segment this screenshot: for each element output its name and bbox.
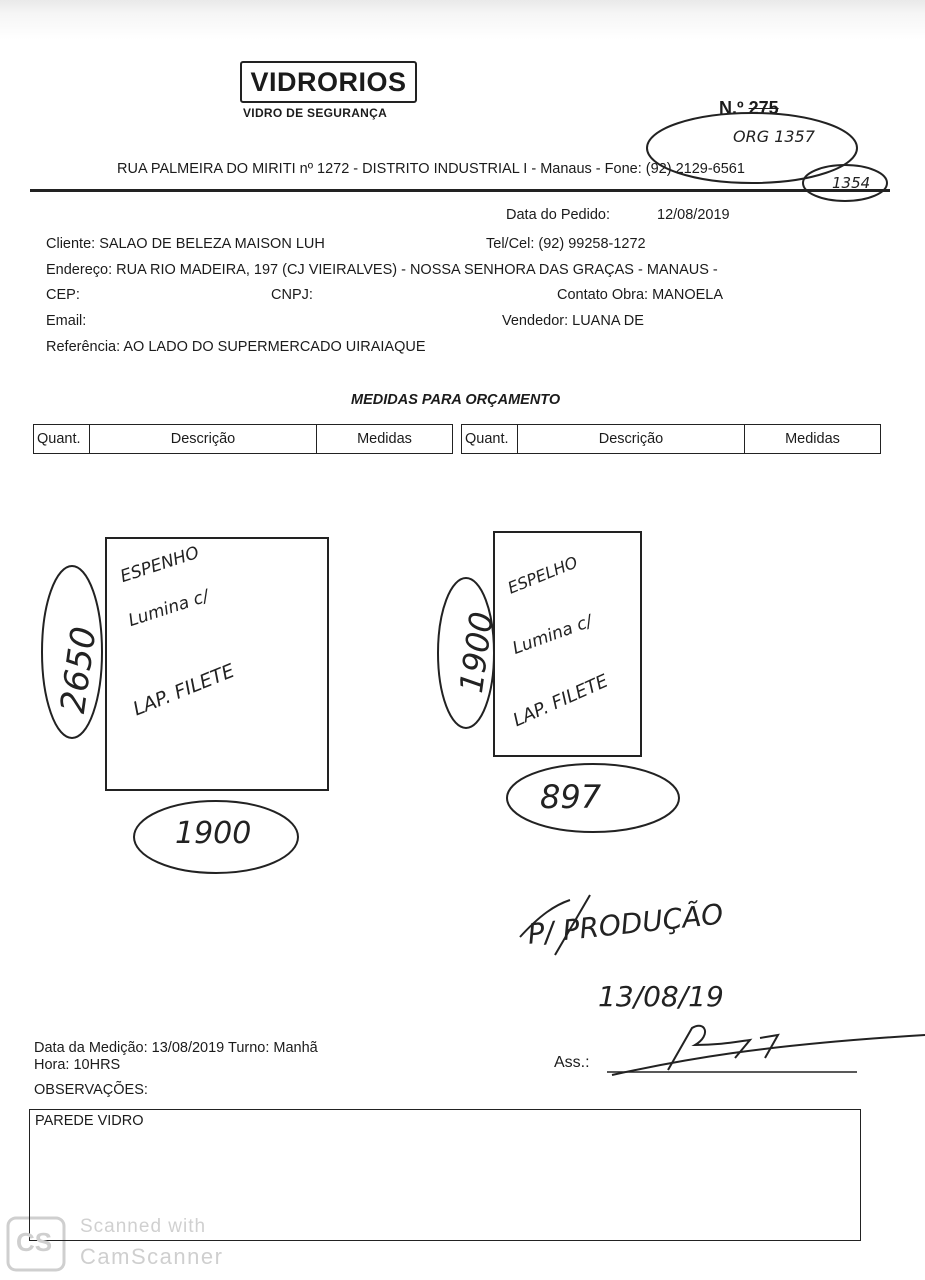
watermark-line-2: CamScanner [80,1244,224,1269]
signature-scribble [668,1026,778,1070]
camscanner-logo-text: CS [16,1227,53,1257]
production-date: 13/08/19 [598,980,724,1013]
watermark-line-1: Scanned with [80,1216,207,1237]
observations-text: PAREDE VIDRO [35,1113,144,1129]
header-quant: Quant. [34,425,90,453]
right-height-value: 1900 [452,609,501,696]
seller-field: Vendedor: LUANA DE [502,313,644,329]
left-desc-line-1: ESPENHO [118,542,202,588]
right-desc-line-1: ESPELHO [505,552,581,598]
left-desc-line-3: LAP. FILETE [130,659,238,721]
phone-field: Tel/Cel: (92) 99258-1272 [486,236,646,252]
email-field: Email: [46,313,87,329]
company-logo: VIDRORIOS [240,61,417,103]
header-medidas: Medidas [785,431,840,447]
order-date-label: Data do Pedido: [506,207,610,223]
measure-date-line: Data da Medição: 13/08/2019 Turno: Manhã [34,1040,318,1056]
production-note: P/ PRODUÇÃO [526,897,725,951]
right-desc-line-2: Lumina c/ [510,611,596,659]
cep-field: CEP: [46,287,80,303]
client-field: Cliente: SALAO DE BELEZA MAISON LUH [46,236,325,252]
address-field: Endereço: RUA RIO MADEIRA, 197 (CJ VIEIRALVES) - NOSSA SENHORA DAS GRAÇAS - MANAUS - [46,262,718,278]
reference-field: Referência: AO LADO DO SUPERMERCADO UIRAIAQUE [46,339,426,355]
signature-label: Ass.: [554,1054,590,1071]
org-note: ORG 1357 [733,127,815,146]
company-tagline: VIDRO DE SEGURANÇA [243,106,388,120]
cnpj-field: CNPJ: [271,287,313,303]
left-height-value: 2650 [53,624,105,716]
order-date-value: 12/08/2019 [657,207,730,223]
org-circle [647,113,857,183]
header-quant: Quant. [462,425,518,453]
header-medidas: Medidas [357,431,412,447]
company-address: RUA PALMEIRA DO MIRITI nº 1272 - DISTRITO INDUSTRIAL I - Manaus - Fone: (92) 2129-6561 [117,161,745,177]
org-circle-number: 1354 [832,174,871,192]
observations-label: OBSERVAÇÕES: [34,1082,148,1098]
header-descricao: Descrição [90,425,317,453]
right-desc-line-3: LAP. FILETE [510,670,612,732]
contact-field: Contato Obra: MANOELA [557,287,724,303]
right-width-value: 897 [540,778,602,816]
left-desc-line-2: Lumina c/ [126,586,212,632]
header-descricao: Descrição [518,425,745,453]
document-number-value: 275 [748,98,779,118]
left-width-value: 1900 [175,816,252,851]
signature-stroke [612,1035,925,1075]
section-title: MEDIDAS PARA ORÇAMENTO [351,392,561,408]
document-number-label: N.º [719,98,744,118]
hour-line: Hora: 10HRS [34,1057,121,1073]
